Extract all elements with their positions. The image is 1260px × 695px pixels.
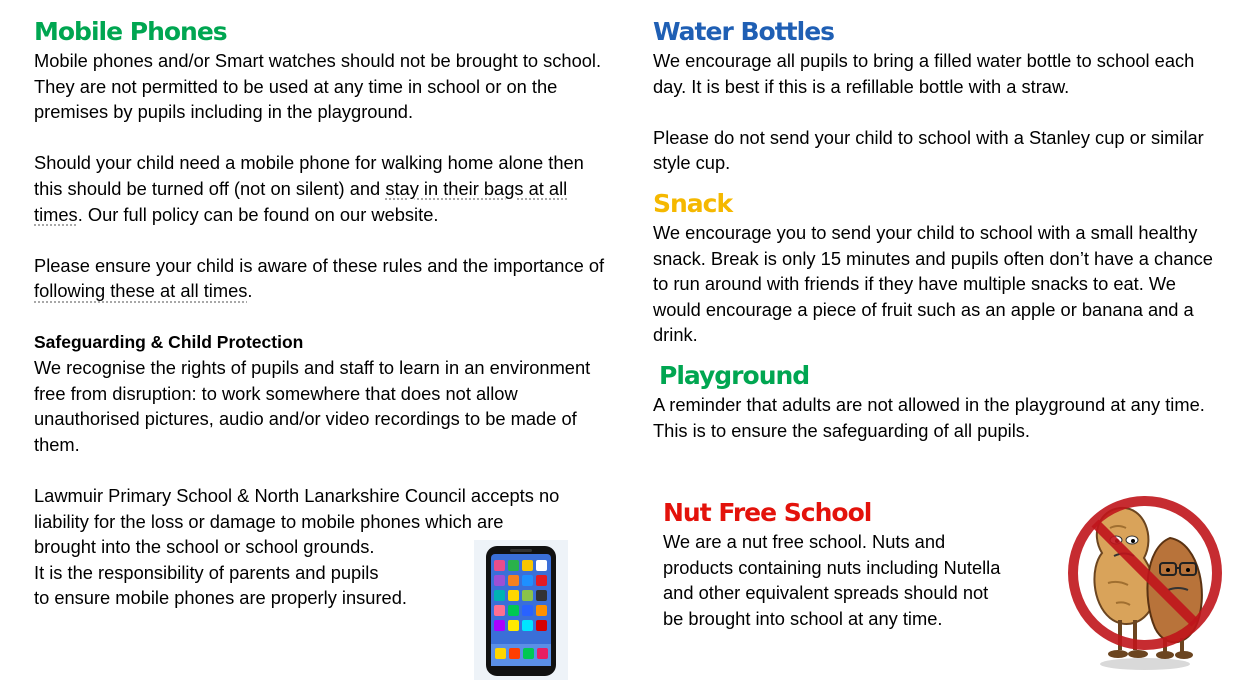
mobile-paragraph-3 (34, 253, 614, 304)
mobile-p2-end: . Our full policy can be found on our website. (77, 203, 439, 225)
snack-paragraph: We encourage you to send your child to school with a small healthy snack. Break is only 15 minutes and pupils often don’t have a chance to run around with friends if they have multiple snacks to eat. We would encourage a piece of fruit such as an apple or banana and a drink. (653, 221, 1213, 346)
safeguarding-paragraph: We recognise the rights of pupils and staff to learn in an environment free from disruption: to work somewhere that does not allow unauthorised pictures, audio and/or video recordings to be made of them. (34, 357, 591, 455)
water-paragraph-2: Please do not send your child to school with a Stanley cup or similar style cup. (653, 126, 1204, 174)
liability-line-4: It is the responsibility of parents and pupils (34, 561, 379, 583)
safeguarding-heading: Safeguarding & Child Protection (34, 331, 304, 352)
no-nuts-icon (1060, 488, 1230, 673)
mobile-p3-text: Please ensure your child is aware of these rules and the importance of (34, 254, 605, 276)
liability-line-5: to ensure mobile phones are properly insured. (34, 587, 407, 609)
mobile-p2-underlined: stay in their bags at all times (34, 177, 568, 225)
water-paragraph-1: We encourage all pupils to bring a filled water bottle to school each day. It is best if this is a refillable bottle with a straw. (653, 50, 1195, 97)
nut-free-section (663, 497, 1003, 631)
snack-heading: Snack (653, 188, 733, 218)
liability-line-3: brought into the school or school grounds. (34, 536, 375, 558)
mobile-p2-text: Should your child need a mobile phone for walking home alone then this should be turned off (not on silent) and (34, 152, 584, 199)
playground-heading: Playground (659, 360, 810, 390)
nut-free-heading: Nut Free School (663, 498, 872, 527)
mobile-paragraph-2 (34, 150, 614, 227)
mobile-p3-underlined: following these at all times (34, 280, 248, 302)
liability-line-1: Lawmuir Primary School & North Lanarkshire Council accepts no (34, 485, 560, 507)
mobile-paragraph-1: Mobile phones and/or Smart watches should not be brought to school. They are not permitted to be used at any time in school or on the premises by pupils including in the playground. (34, 50, 602, 123)
playground-paragraph: A reminder that adults are not allowed in the playground at any time. This is to ensure the safeguarding of all pupils. (653, 393, 1205, 441)
left-column (34, 16, 614, 611)
liability-line-2: liability for the loss or damage to mobile phones which are (34, 510, 504, 532)
mobile-phones-heading: Mobile Phones (34, 17, 227, 46)
water-bottles-heading: Water Bottles (653, 17, 835, 46)
mobile-p3-end: . (247, 280, 253, 302)
smartphone-icon (474, 540, 568, 680)
right-column (653, 16, 1223, 443)
nut-free-paragraph: We are a nut free school. Nuts and products containing nuts including Nutella and other equivalent spreads should not be brought into school at any time. (663, 531, 1001, 629)
